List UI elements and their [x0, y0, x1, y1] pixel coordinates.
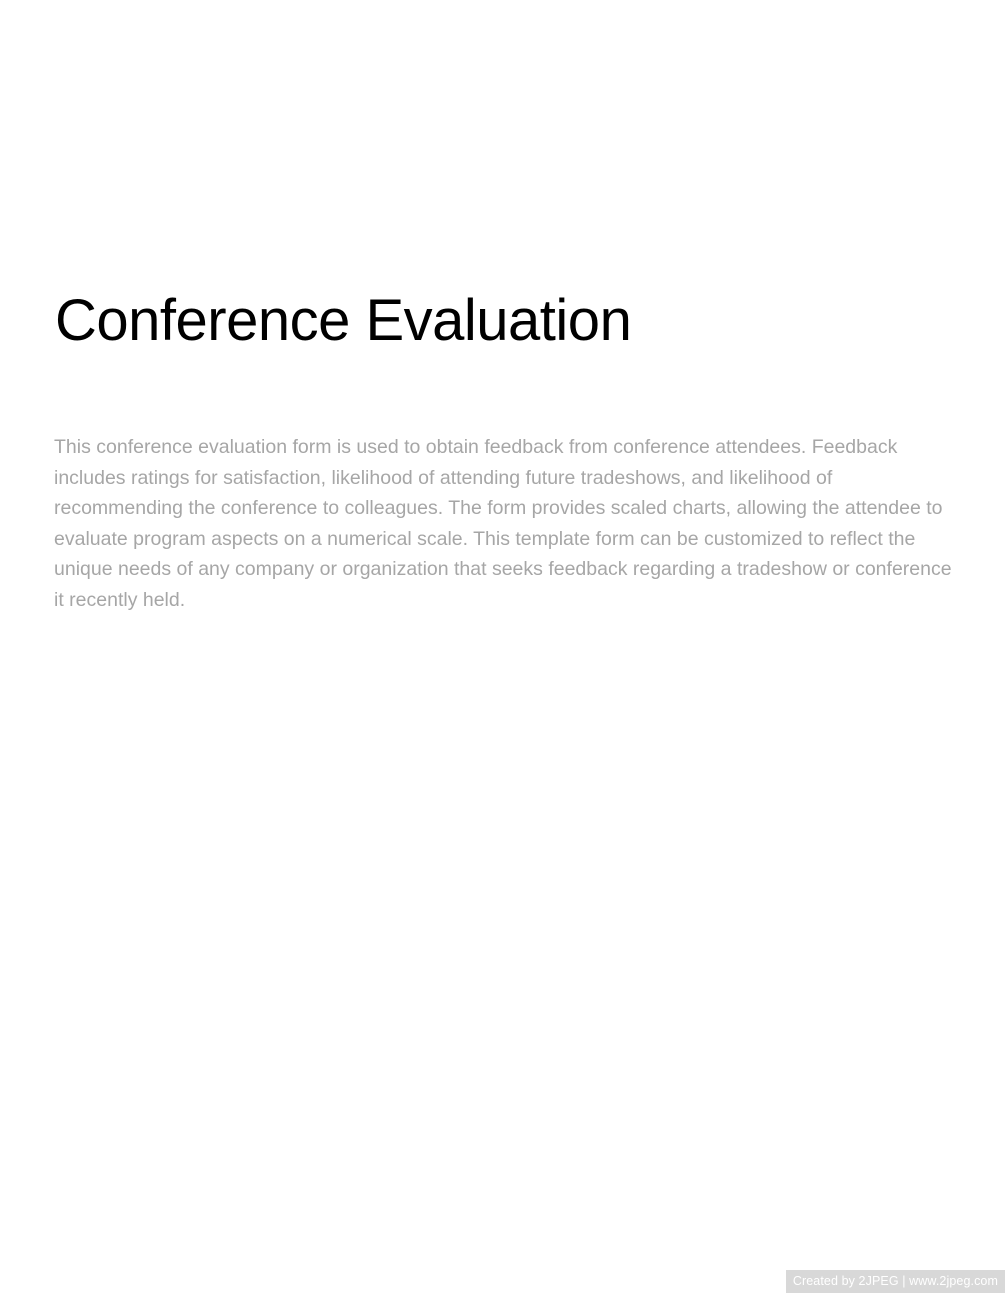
watermark-label: Created by 2JPEG | www.2jpeg.com [786, 1270, 1005, 1293]
intro-paragraph: This conference evaluation form is used to obtain feedback from conference attendees. Feedback includes ratings for satisfaction, likelihood of attending future tradeshows, and likelihood of recommending the conference to colleagues. The form provides scaled charts, allowing the attendee to evaluate program aspects on a numerical scale. This template form can be customized to reflect the unique needs of any company or organization that seeks feedback regarding a tradeshow or conference it recently held. [54, 436, 952, 611]
page-title: Conference Evaluation [55, 288, 632, 353]
